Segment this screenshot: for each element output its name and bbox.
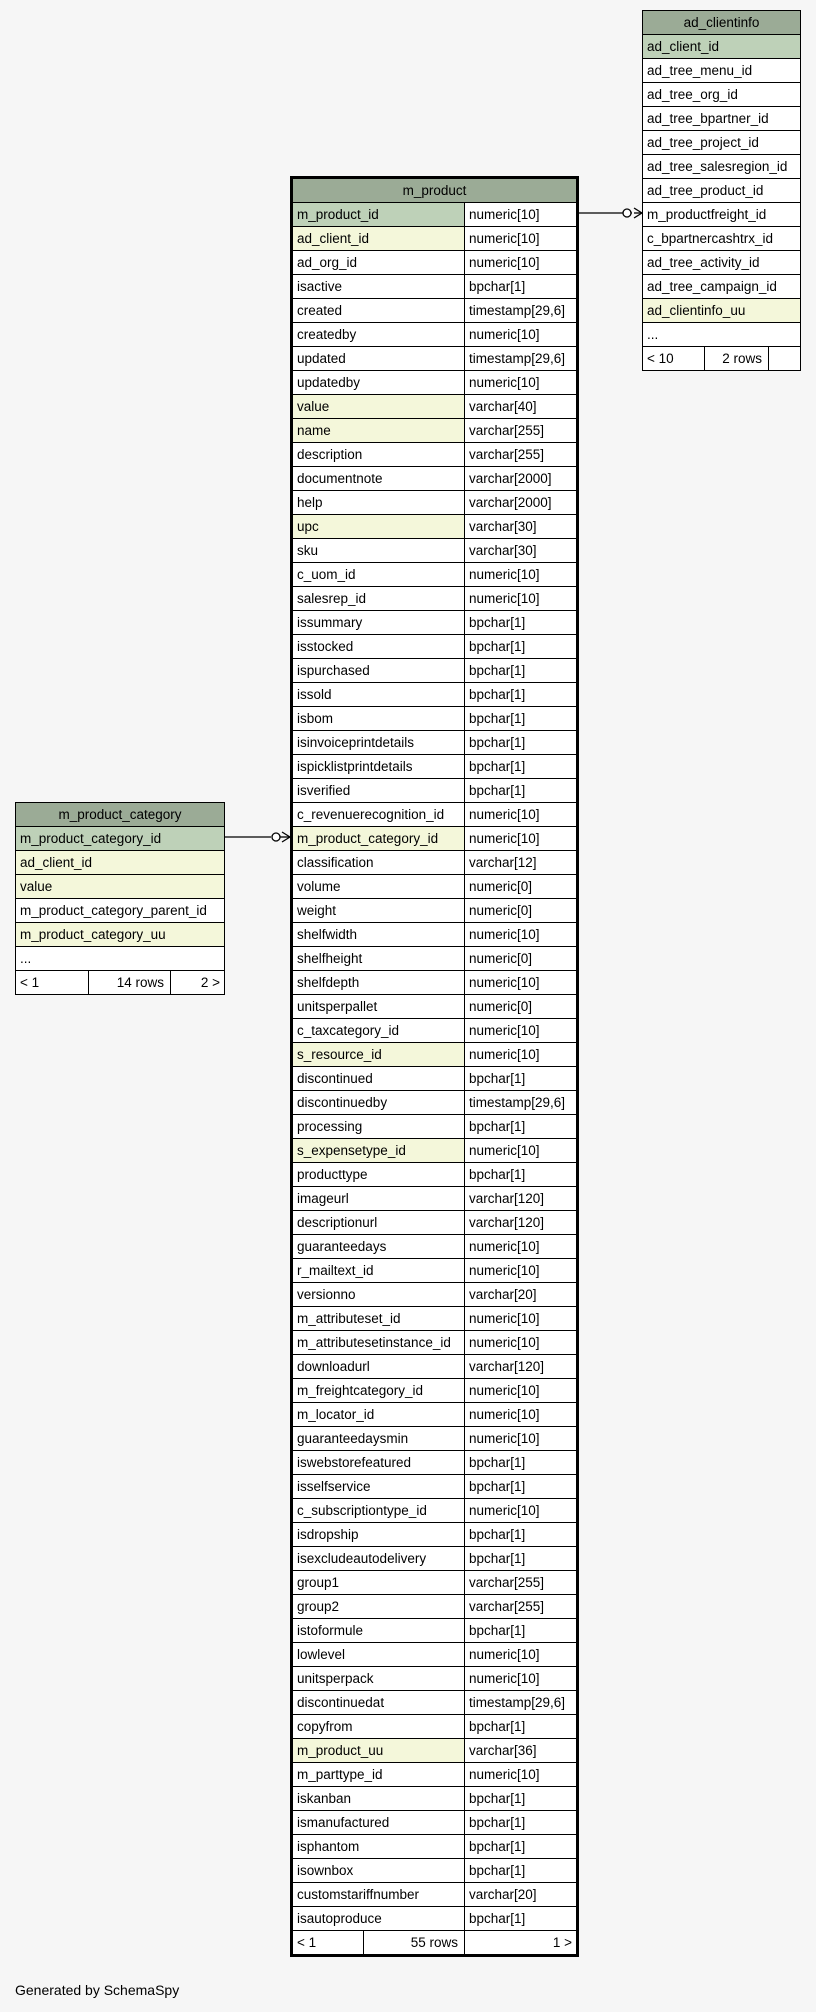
column-type: bpchar[1] [465,1547,578,1571]
column-name: ad_tree_org_id [643,83,801,107]
column-name: ad_client_id [16,851,225,875]
column-type: bpchar[1] [465,1115,578,1139]
column-name: ad_tree_campaign_id [643,275,801,299]
column-name: ad_org_id [292,251,465,275]
column-type: numeric[10] [465,923,578,947]
column-name: ispicklistprintdetails [292,755,465,779]
column-name: m_locator_id [292,1403,465,1427]
column-name: s_resource_id [292,1043,465,1067]
column-type: numeric[0] [465,899,578,923]
next-page-link[interactable]: 2 > [171,971,225,995]
column-type: varchar[120] [465,1187,578,1211]
column-name: help [292,491,465,515]
column-type: numeric[10] [465,371,578,395]
column-name: documentnote [292,467,465,491]
column-name: ispurchased [292,659,465,683]
column-type: numeric[10] [465,227,578,251]
column-name: processing [292,1115,465,1139]
column-name: isautoproduce [292,1907,465,1931]
column-name: discontinued [292,1067,465,1091]
column-name: ad_tree_product_id [643,179,801,203]
column-name: c_bpartnercashtrx_id [643,227,801,251]
column-name: isverified [292,779,465,803]
column-name: unitsperpack [292,1667,465,1691]
column-name: m_product_id [292,203,465,227]
column-type: varchar[255] [465,419,578,443]
column-name: istoformule [292,1619,465,1643]
column-name: customstariffnumber [292,1883,465,1907]
column-name: ad_client_id [643,35,801,59]
table-title[interactable]: m_product_category [16,803,225,827]
column-type: timestamp[29,6] [465,347,578,371]
column-name: value [292,395,465,419]
column-name: sku [292,539,465,563]
column-type: varchar[20] [465,1883,578,1907]
column-type: varchar[30] [465,515,578,539]
column-type: varchar[120] [465,1355,578,1379]
table-title[interactable]: m_product [292,178,578,203]
column-name: ad_tree_activity_id [643,251,801,275]
column-type: numeric[10] [465,1259,578,1283]
row-count: 2 rows [705,347,769,371]
column-type: numeric[10] [465,1427,578,1451]
column-name: classification [292,851,465,875]
column-type: bpchar[1] [465,683,578,707]
column-type: numeric[10] [465,1043,578,1067]
column-type: varchar[40] [465,395,578,419]
column-type: varchar[120] [465,1211,578,1235]
column-type: numeric[10] [465,1235,578,1259]
column-type: numeric[10] [465,203,578,227]
column-name: salesrep_id [292,587,465,611]
column-name: ... [643,323,801,347]
column-type: numeric[10] [465,1763,578,1787]
column-type: numeric[10] [465,1667,578,1691]
column-name: description [292,443,465,467]
relationship-m-product-to-ad-clientinfo [576,208,642,218]
column-name: m_parttype_id [292,1763,465,1787]
column-name: ad_tree_salesregion_id [643,155,801,179]
column-name: m_product_category_id [292,827,465,851]
column-type: numeric[10] [465,827,578,851]
next-page-link[interactable]: 1 > [465,1931,578,1956]
prev-page-link[interactable]: < 1 [16,971,89,995]
column-name: m_freightcategory_id [292,1379,465,1403]
column-type: bpchar[1] [465,1523,578,1547]
column-name: group1 [292,1571,465,1595]
column-type: numeric[10] [465,1139,578,1163]
column-name: imageurl [292,1187,465,1211]
column-name: ad_clientinfo_uu [643,299,801,323]
column-name: discontinuedat [292,1691,465,1715]
column-type: bpchar[1] [465,1619,578,1643]
column-name: created [292,299,465,323]
prev-page-link[interactable]: < 10 [643,347,705,371]
row-count: 14 rows [89,971,171,995]
column-type: bpchar[1] [465,1163,578,1187]
column-type: varchar[2000] [465,491,578,515]
column-type: numeric[10] [465,1379,578,1403]
column-type: numeric[0] [465,947,578,971]
column-type: varchar[12] [465,851,578,875]
column-name: lowlevel [292,1643,465,1667]
column-type: bpchar[1] [465,1811,578,1835]
column-type: numeric[10] [465,803,578,827]
column-name: m_product_category_uu [16,923,225,947]
column-name: m_attributeset_id [292,1307,465,1331]
column-name: m_attributesetinstance_id [292,1331,465,1355]
column-name: ... [16,947,225,971]
column-name: ad_tree_menu_id [643,59,801,83]
column-name: isownbox [292,1859,465,1883]
column-name: weight [292,899,465,923]
column-type: numeric[10] [465,1331,578,1355]
column-name: isphantom [292,1835,465,1859]
column-type: varchar[2000] [465,467,578,491]
column-name: value [16,875,225,899]
column-name: isbom [292,707,465,731]
column-name: shelfwidth [292,923,465,947]
column-type: timestamp[29,6] [465,1091,578,1115]
column-name: guaranteedays [292,1235,465,1259]
column-type: bpchar[1] [465,611,578,635]
column-type: varchar[255] [465,1571,578,1595]
column-name: isdropship [292,1523,465,1547]
column-name: iswebstorefeatured [292,1451,465,1475]
column-name: m_product_category_id [16,827,225,851]
column-type: varchar[255] [465,1595,578,1619]
column-type: numeric[10] [465,1403,578,1427]
column-name: name [292,419,465,443]
column-type: numeric[10] [465,971,578,995]
column-type: bpchar[1] [465,1475,578,1499]
column-name: isexcludeautodelivery [292,1547,465,1571]
column-type: bpchar[1] [465,275,578,299]
column-name: isselfservice [292,1475,465,1499]
column-name: shelfdepth [292,971,465,995]
column-type: numeric[0] [465,875,578,899]
column-name: isstocked [292,635,465,659]
column-type: bpchar[1] [465,635,578,659]
column-type: numeric[10] [465,1499,578,1523]
column-name: descriptionurl [292,1211,465,1235]
column-name: downloadurl [292,1355,465,1379]
prev-page-link[interactable]: < 1 [292,1931,364,1956]
column-type: varchar[30] [465,539,578,563]
column-name: shelfheight [292,947,465,971]
column-type: numeric[10] [465,1643,578,1667]
column-name: updatedby [292,371,465,395]
column-name: producttype [292,1163,465,1187]
column-type: bpchar[1] [465,731,578,755]
column-name: c_uom_id [292,563,465,587]
column-name: ad_tree_project_id [643,131,801,155]
column-type: numeric[10] [465,323,578,347]
column-name: m_productfreight_id [643,203,801,227]
column-name: volume [292,875,465,899]
column-name: issold [292,683,465,707]
column-name: c_subscriptiontype_id [292,1499,465,1523]
column-type: timestamp[29,6] [465,299,578,323]
column-name: ad_client_id [292,227,465,251]
column-type: numeric[10] [465,1019,578,1043]
column-name: group2 [292,1595,465,1619]
column-type: numeric[10] [465,587,578,611]
row-count: 55 rows [364,1931,465,1956]
column-type: bpchar[1] [465,1451,578,1475]
column-type: numeric[10] [465,251,578,275]
column-name: createdby [292,323,465,347]
column-type: bpchar[1] [465,1859,578,1883]
column-type: bpchar[1] [465,1715,578,1739]
column-name: ad_tree_bpartner_id [643,107,801,131]
column-name: discontinuedby [292,1091,465,1115]
column-name: m_product_uu [292,1739,465,1763]
table-title[interactable]: ad_clientinfo [643,11,801,35]
generated-by-footer: Generated by SchemaSpy [15,1982,180,1998]
column-name: upc [292,515,465,539]
column-name: iskanban [292,1787,465,1811]
column-name: c_taxcategory_id [292,1019,465,1043]
column-type: bpchar[1] [465,1907,578,1931]
column-type: bpchar[1] [465,707,578,731]
column-name: copyfrom [292,1715,465,1739]
column-type: bpchar[1] [465,755,578,779]
column-type: varchar[20] [465,1283,578,1307]
column-type: varchar[36] [465,1739,578,1763]
column-name: r_mailtext_id [292,1259,465,1283]
column-name: m_product_category_parent_id [16,899,225,923]
column-name: isactive [292,275,465,299]
column-type: numeric[10] [465,563,578,587]
column-type: bpchar[1] [465,1835,578,1859]
column-name: unitsperpallet [292,995,465,1019]
column-name: s_expensetype_id [292,1139,465,1163]
column-name: isinvoiceprintdetails [292,731,465,755]
column-name: guaranteedaysmin [292,1427,465,1451]
column-type: bpchar[1] [465,659,578,683]
column-name: versionno [292,1283,465,1307]
column-type: varchar[255] [465,443,578,467]
column-type: timestamp[29,6] [465,1691,578,1715]
relationship-m-product-category-to-m-product [224,832,290,842]
column-name: updated [292,347,465,371]
column-type: numeric[0] [465,995,578,1019]
column-type: bpchar[1] [465,779,578,803]
column-name: c_revenuerecognition_id [292,803,465,827]
column-name: ismanufactured [292,1811,465,1835]
column-name: issummary [292,611,465,635]
column-type: bpchar[1] [465,1787,578,1811]
column-type: numeric[10] [465,1307,578,1331]
column-type: bpchar[1] [465,1067,578,1091]
